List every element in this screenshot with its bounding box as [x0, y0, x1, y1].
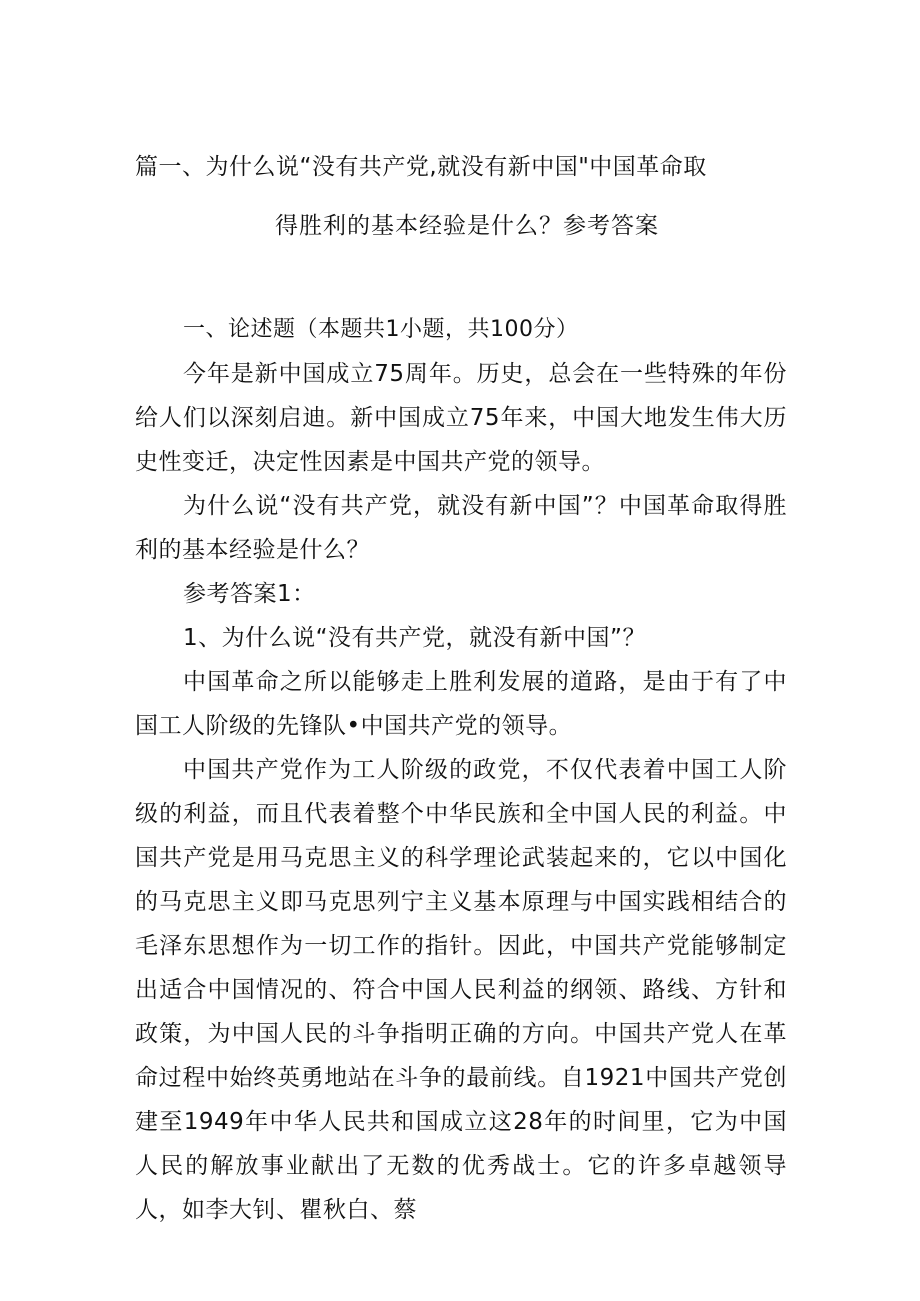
- document-title-line-2: 得胜利的基本经验是什么？参考答案: [275, 213, 659, 239]
- paragraph-intro: 今年是新中国成立75周年。历史，总会在一些特殊的年份给人们以深刻启迪。新中国成立75年来，中国大地发生伟大历史性变迁，决定性因素是中国共产党的领导。: [135, 361, 787, 475]
- paragraph-answer-label: 参考答案1：: [183, 581, 316, 607]
- paragraph-body-2: 中国共产党作为工人阶级的政党，不仅代表着中国工人阶级的利益，而且代表着整个中华民族和全中国人民的利益。中国共产党是用马克思主义的科学理论武装起来的，它以中国化的马克思主义即马克思列宁主义基本原理与中国实践相结合的毛泽东思想作为一切工作的指针。因此，中国共产党能够制定出适合中国情况的、符合中国人民利益的纲领、路线、方针和政策，为中国人民的斗争指明正确的方向。中国共产党人在革命过程中始终英勇地站在斗争的最前线。自1921中国共产党创建至1949年中华人民共和国成立这28年的时间里，它为中国人民的解放事业献出了无数的优秀战士。它的许多卓越领导人，如李大钊、瞿秋白、蔡: [135, 757, 787, 1223]
- paragraph-subheading: 1、为什么说“没有共产党，就没有新中国”？: [183, 625, 646, 651]
- paragraph-question: 为什么说“没有共产党，就没有新中国”？中国革命取得胜利的基本经验是什么？: [135, 493, 787, 563]
- document-body: [135, 308, 787, 1232]
- section-heading: 一、论述题（本题共1小题，共100分）: [183, 317, 579, 342]
- paragraph-body-1: 中国革命之所以能够走上胜利发展的道路，是由于有了中国工人阶级的先锋队•中国共产党的领导。: [135, 669, 787, 739]
- document-title-line-1: 篇一、为什么说“没有共产党,就没有新中国"中国革命取: [135, 154, 707, 180]
